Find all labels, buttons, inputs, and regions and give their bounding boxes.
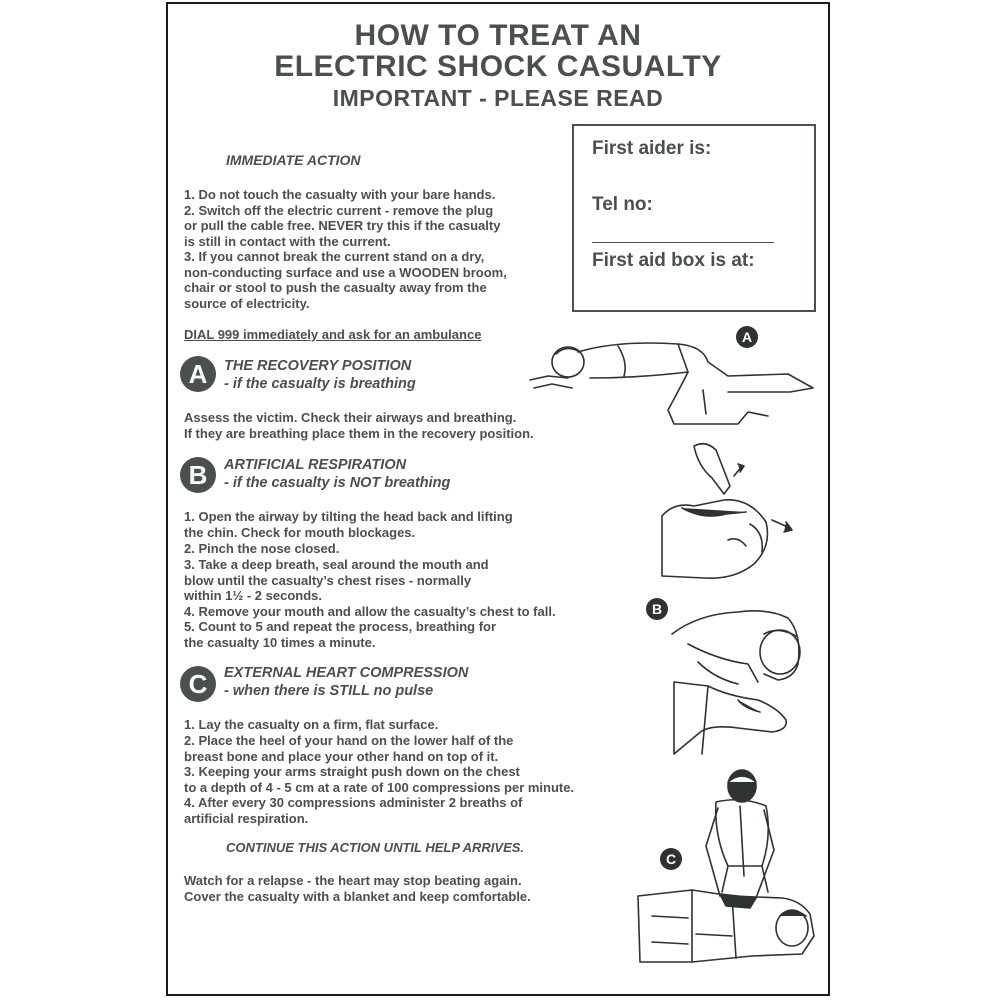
first-aider-label: First aider is: (592, 138, 712, 159)
airway-tilt-illustration (654, 436, 814, 586)
section-c-line: to a depth of 4 - 5 cm at a rate of 100 compressions per minute. (184, 779, 575, 795)
immediate-line: non-conducting surface and use a WOODEN broom, (184, 264, 507, 280)
info-divider (592, 242, 774, 243)
section-c-line: breast bone and place your other hand on top of it. (184, 748, 499, 764)
sign-subtitle: IMPORTANT - PLEASE READ (332, 85, 664, 111)
section-b-line: 4. Remove your mouth and allow the casualty’s chest to fall. (184, 603, 556, 619)
section-c-line: 4. After every 30 compressions administer 2 breaths of (184, 795, 523, 810)
figure-c-label: C (660, 848, 682, 870)
closing-line: Cover the casualty with a blanket and keep comfortable. (184, 888, 531, 904)
chest-compression-illustration (632, 766, 820, 974)
section-b-subtitle: - if the casualty is NOT breathing (224, 475, 451, 491)
section-c-line: artificial respiration. (184, 810, 309, 826)
immediate-action-heading: IMMEDIATE ACTION (226, 152, 361, 168)
mouth-to-mouth-illustration (668, 604, 818, 760)
section-a-subtitle: - if the casualty is breathing (224, 376, 416, 392)
immediate-line: 1. Do not touch the casualty with your bare hands. (184, 187, 496, 202)
section-b-line: blow until the casualty’s chest rises - normally (184, 572, 472, 588)
immediate-line: is still in contact with the current. (184, 233, 391, 249)
immediate-line: chair or stool to push the casualty away from the (184, 280, 487, 295)
dial-999-notice: DIAL 999 immediately and ask for an ambulance (184, 327, 482, 342)
section-b-line: within 1½ - 2 seconds. (184, 588, 322, 603)
safety-sign (166, 2, 830, 996)
section-c-line: 1. Lay the casualty on a firm, flat surface. (184, 717, 439, 732)
immediate-line: or pull the cable free. NEVER try this if the casualty (184, 218, 501, 233)
section-a-line: If they are breathing place them in the recovery position. (184, 426, 534, 441)
closing-line: Watch for a relapse - the heart may stop beating again. (184, 873, 522, 888)
section-b-line: 5. Count to 5 and repeat the process, breathing for (184, 619, 497, 634)
tel-label: Tel no: (592, 194, 653, 215)
recovery-position-illustration (528, 332, 818, 428)
section-a-title: THE RECOVERY POSITION (224, 358, 412, 374)
section-c-subtitle: - when there is STILL no pulse (224, 683, 434, 699)
section-b-badge: B (180, 457, 216, 493)
section-a-line: Assess the victim. Check their airways and breathing. (184, 410, 517, 425)
section-b-line: 3. Take a deep breath, seal around the mouth and (184, 557, 489, 572)
first-aid-info-box (572, 124, 816, 312)
section-b-line: the casualty 10 times a minute. (184, 634, 376, 650)
section-b-line: 2. Pinch the nose closed. (184, 541, 340, 556)
sign-title-line1: HOW TO TREAT AN (354, 19, 642, 52)
immediate-line: 2. Switch off the electric current - remove the plug (184, 202, 494, 218)
sign-title-line2: ELECTRIC SHOCK CASUALTY (274, 50, 722, 83)
section-c-badge: C (180, 666, 216, 702)
first-aid-box-label: First aid box is at: (592, 250, 755, 271)
figure-a-label: A (736, 326, 758, 348)
figure-b-label: B (646, 598, 668, 620)
immediate-line: source of electricity. (184, 295, 310, 311)
section-b-line: 1. Open the airway by tilting the head back and lifting (184, 509, 513, 524)
section-b-line: the chin. Check for mouth blockages. (184, 525, 416, 540)
continue-notice: CONTINUE THIS ACTION UNTIL HELP ARRIVES. (226, 840, 525, 855)
immediate-line: 3. If you cannot break the current stand on a dry, (184, 249, 485, 264)
section-a-badge: A (180, 356, 216, 392)
section-c-title: EXTERNAL HEART COMPRESSION (224, 665, 469, 681)
section-c-line: 3. Keeping your arms straight push down on the chest (184, 764, 520, 779)
section-b-title: ARTIFICIAL RESPIRATION (224, 457, 407, 473)
section-c-line: 2. Place the heel of your hand on the lower half of the (184, 733, 514, 748)
